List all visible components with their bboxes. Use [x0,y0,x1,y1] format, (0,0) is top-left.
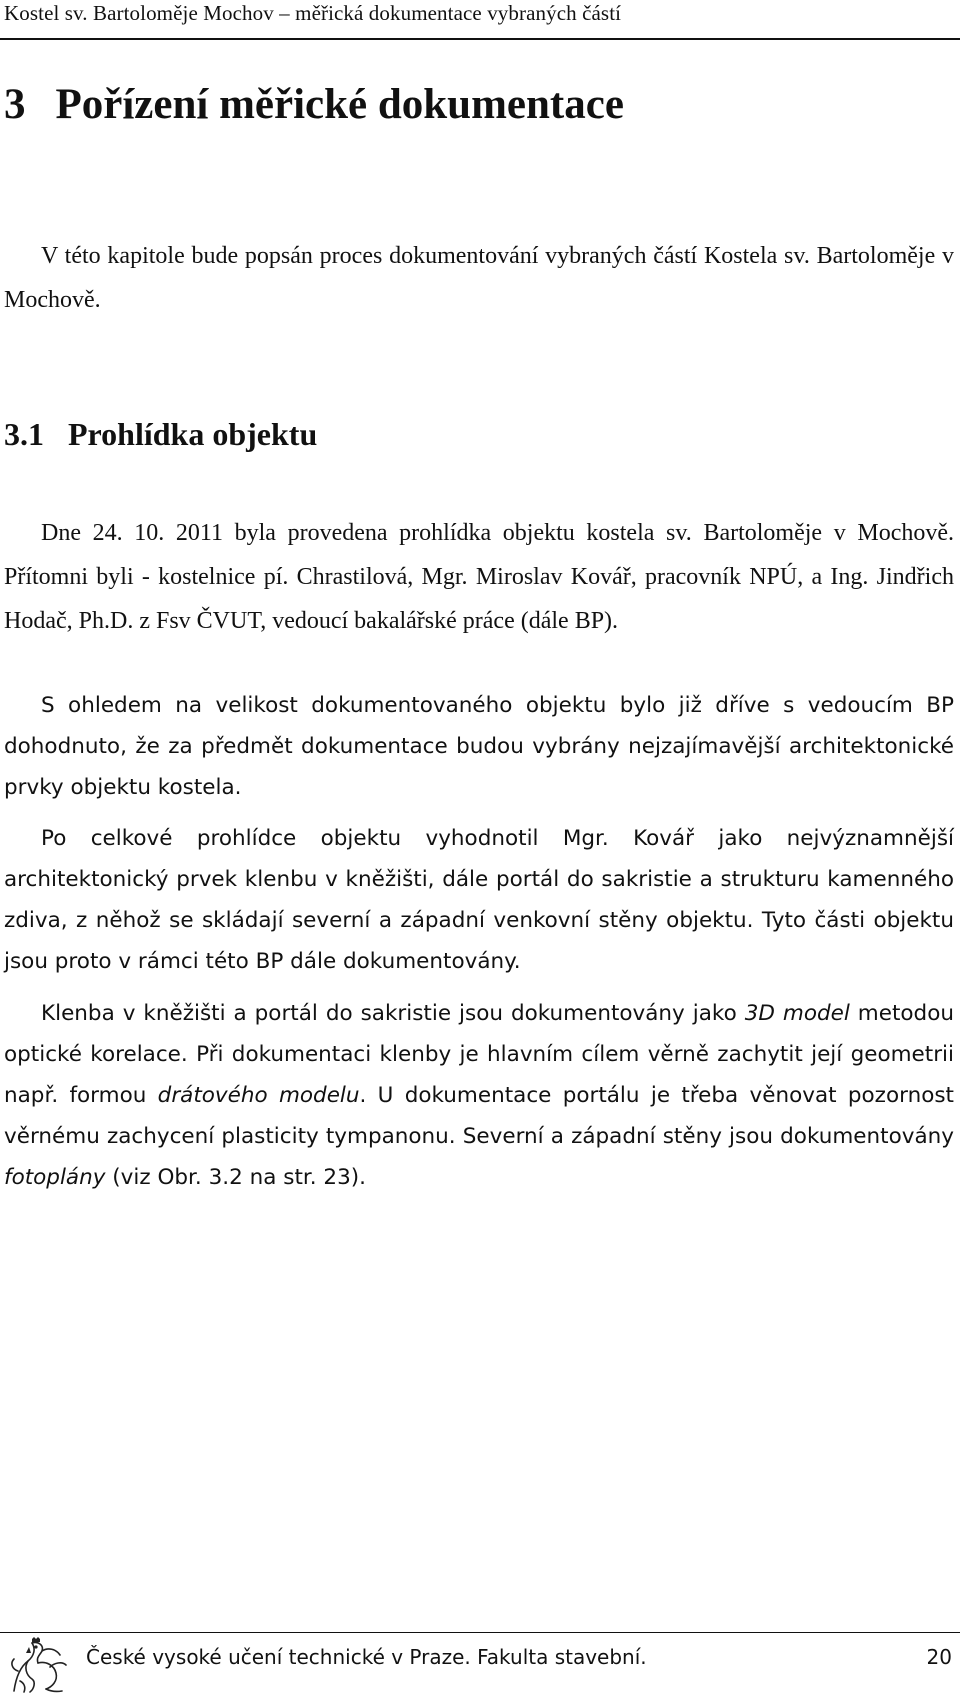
section-number: 3.1 [4,416,44,452]
chapter-heading [4,78,624,132]
methods-term-wire-model: drátového modelu [157,1083,360,1108]
methods-text-3: . U dokumentace portálu je třeba věnovat pozornost věrnému zachycení plasticity tympanonu. Severní a západní stěny jsou dokumentovány [4,1083,954,1149]
footer-institution: České vysoké učení technické v Praze. Fakulta stavební. [86,1645,647,1669]
methods-term-photoplans: fotoplány [4,1165,106,1190]
page-number: 20 [926,1645,952,1669]
methods-term-3d-model: 3D model [744,1001,850,1026]
running-header [0,0,960,40]
paragraph-methods [4,993,954,1198]
running-title: Kostel sv. Bartoloměje Mochov – měřická dokumentace vybraných částí [4,1,622,25]
section-title: Prohlídka objektu [68,416,318,452]
methods-text-1: Klenba v kněžišti a portál do sakristie jsou dokumentovány jako [41,1001,745,1026]
paragraph-visit: Dne 24. 10. 2011 byla provedena prohlídka objektu kostela sv. Bartoloměje v Mochově. Přítomni byli - kostelnice pí. Chrastilová, Mgr. Miroslav Kovář, pracovník NPÚ, a Ing. Jindřich Hodač, Ph.D. z Fsv ČVUT, vedoucí bakalářské práce (dále BP). [4,520,954,634]
chapter-number: 3 [4,81,26,128]
chapter-intro: V této kapitole bude popsán proces dokumentování vybraných částí Kostela sv. Bartoloměje v Mochově. [4,243,954,313]
chapter-title: Pořízení měřické dokumentace [55,81,624,128]
ctu-lion-logo-icon [6,1637,72,1695]
section-heading [4,414,317,454]
methods-text-2: metodou optické korelace. Při dokumentaci klenby je hlavním cílem věrně zachytit její geometrii např. formou [4,1001,954,1108]
methods-text-4: (viz Obr. 3.2 na str. 23). [105,1165,367,1190]
page-footer [0,1632,960,1697]
paragraph-scope: S ohledem na velikost dokumentovaného objektu bylo již dříve s vedoucím BP dohodnuto, že za předmět dokumentace budou vybrány nejzajímavější architektonické prvky objektu kostela. [4,693,954,800]
paragraph-evaluation: Po celkové prohlídce objektu vyhodnotil Mgr. Kovář jako nejvýznamnější architektonický prvek klenbu v kněžišti, dále portál do sakristie a strukturu kamenného zdiva, z něhož se skládají severní a západní venkovní stěny objektu. Tyto části objektu jsou proto v rámci této BP dále dokumentovány. [4,826,954,974]
